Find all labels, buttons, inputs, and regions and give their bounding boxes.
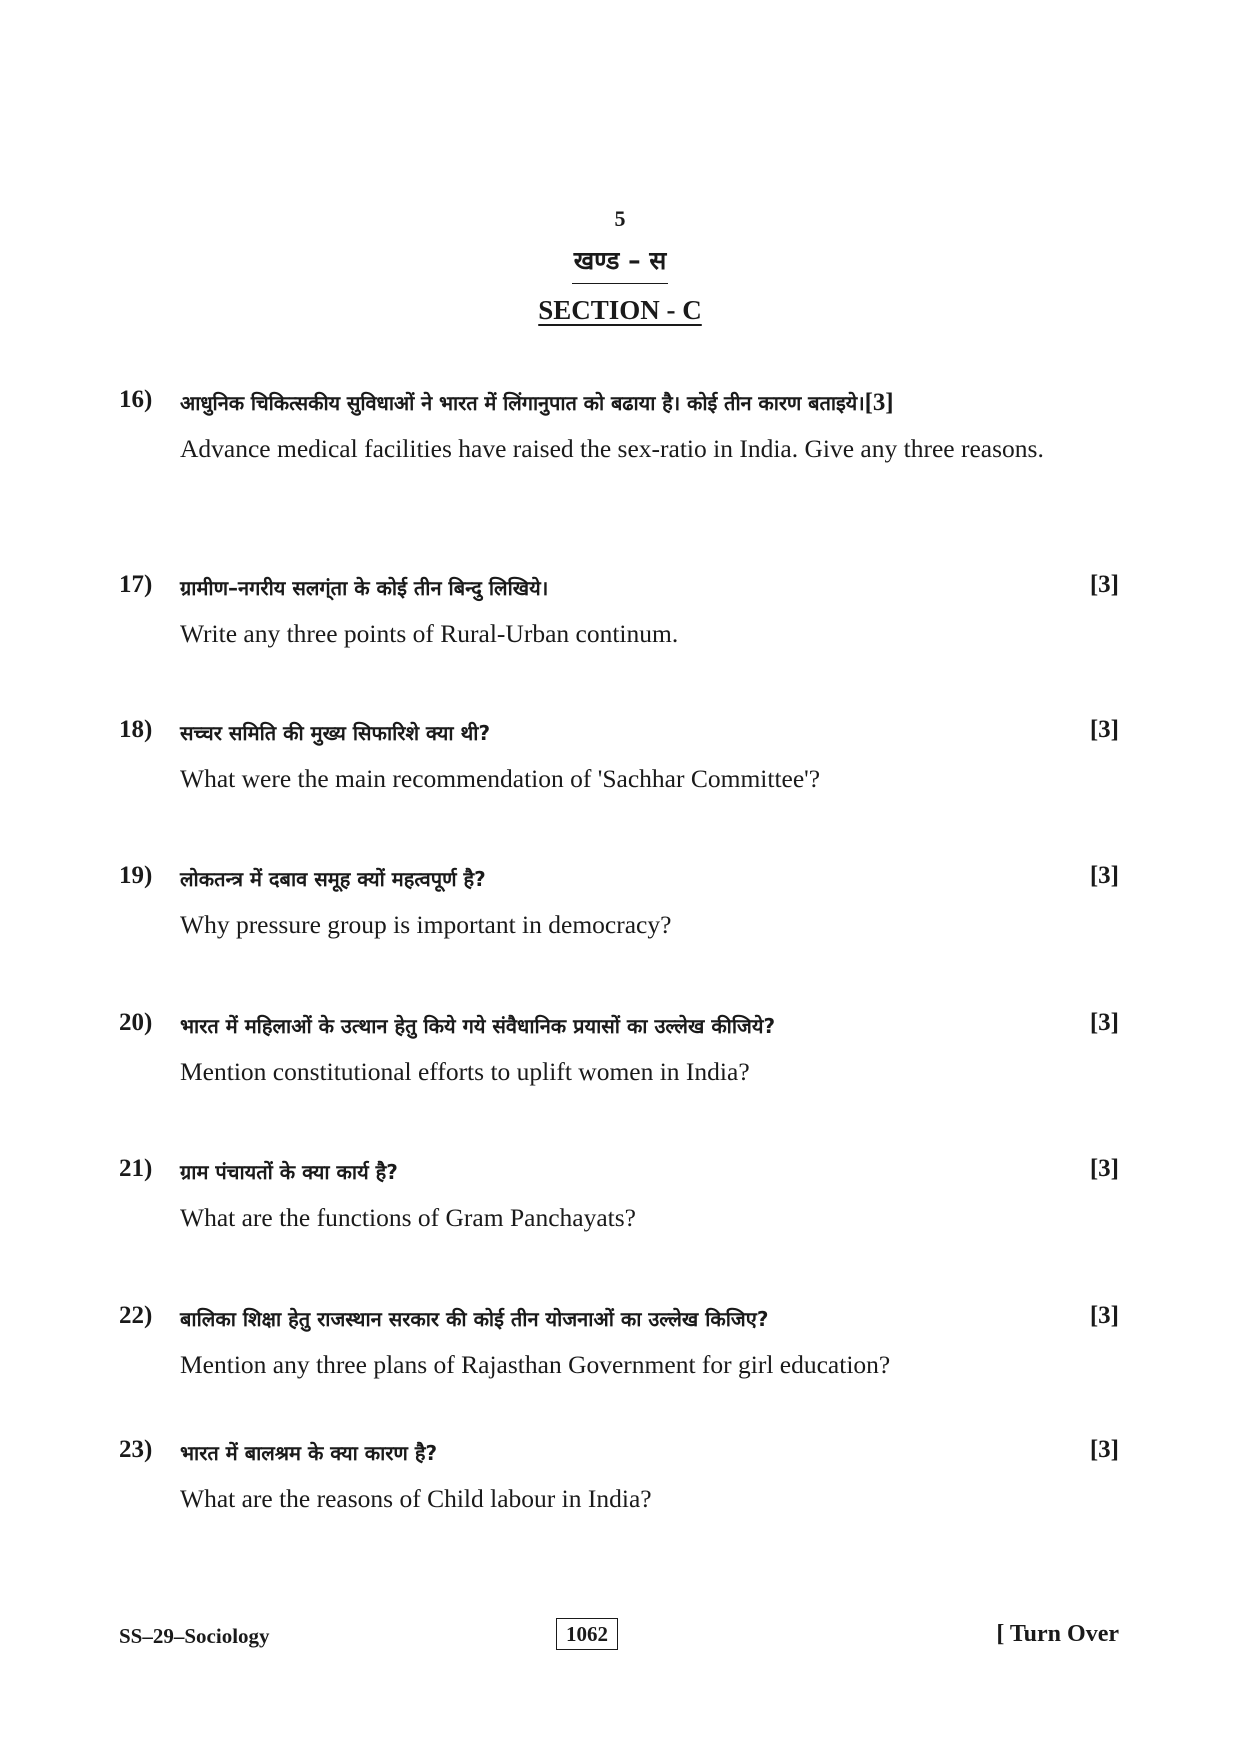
question-header	[119, 571, 1119, 605]
section-heading-english-text: SECTION - C	[538, 295, 702, 325]
question-text-english: Mention constitutional efforts to uplift women in India?	[180, 1057, 750, 1086]
question-text-english: Write any three points of Rural-Urban continum.	[180, 619, 679, 648]
question-number: 22)	[119, 1302, 153, 1329]
question-marks: [3]	[1089, 862, 1119, 889]
question-text-english: Why pressure group is important in democracy?	[180, 910, 672, 939]
question-marks: [3]	[1089, 1155, 1119, 1182]
question-text-hindi: ग्रामीण–नगरीय सलग्ंता के कोई तीन बिन्दु लिखिये।	[180, 576, 549, 600]
question-header	[119, 862, 1119, 896]
page-footer	[119, 1616, 1119, 1656]
question-header	[119, 1155, 1119, 1189]
question-header	[119, 716, 1119, 750]
turn-over-label: [ Turn Over	[996, 1621, 1119, 1647]
question-number: 16)	[119, 386, 153, 413]
question-header	[119, 1009, 1119, 1043]
question-text-hindi: ग्राम पंचायतों के क्या कार्य है?	[180, 1160, 398, 1184]
question-number: 17)	[119, 571, 153, 598]
question-text-hindi: बालिका शिक्षा हेतु राजस्थान सरकार की कोई तीन योजनाओं का उल्लेख किजिए?	[180, 1307, 769, 1331]
question-number: 23)	[119, 1436, 153, 1463]
question-17	[119, 571, 1119, 653]
section-heading-hindi-text: खण्ड – स	[572, 243, 669, 284]
question-text-english: Mention any three plans of Rajasthan Government for girl education?	[180, 1350, 891, 1379]
question-text-hindi: भारत में बालश्रम के क्या कारण है?	[180, 1441, 438, 1465]
question-number: 19)	[119, 862, 153, 889]
question-18	[119, 716, 1119, 798]
question-20	[119, 1009, 1119, 1091]
question-number: 21)	[119, 1155, 153, 1182]
question-marks: [3]	[1089, 716, 1119, 743]
question-text-hindi	[180, 389, 894, 417]
section-heading-hindi	[0, 243, 1240, 284]
question-number: 18)	[119, 716, 153, 743]
question-text-english: What were the main recommendation of 'Sachhar Committee'?	[180, 764, 821, 793]
question-16	[119, 386, 1119, 468]
question-19	[119, 862, 1119, 944]
question-marks: [3]	[1089, 1009, 1119, 1036]
question-marks: [3]	[864, 389, 894, 416]
question-marks: [3]	[1089, 1302, 1119, 1329]
question-23	[119, 1436, 1119, 1518]
question-header	[119, 386, 1119, 420]
question-header	[119, 1436, 1119, 1470]
question-text-english: What are the reasons of Child labour in India?	[180, 1484, 652, 1513]
question-marks: [3]	[1089, 1436, 1119, 1463]
page-number: 5	[614, 206, 626, 231]
question-text-hindi: भारत में महिलाओं के उत्थान हेतु किये गये संवैधानिक प्रयासों का उल्लेख कीजिये?	[180, 1014, 776, 1038]
question-text-english: What are the functions of Gram Panchayats?	[180, 1203, 636, 1232]
question-number: 20)	[119, 1009, 153, 1036]
question-22	[119, 1302, 1119, 1384]
question-text-english: Advance medical facilities have raised the sex-ratio in India. Give any three reasons.	[180, 434, 1044, 463]
question-21	[119, 1155, 1119, 1237]
question-text-hindi-content: आधुनिक चिकित्सकीय सुविधाओं ने भारत में लिंगानुपात को बढाया है। कोई तीन कारण बताइये।	[180, 391, 865, 415]
page-code-box: 1062	[556, 1618, 618, 1650]
question-header	[119, 1302, 1119, 1336]
paper-code: SS–29–Sociology	[119, 1624, 270, 1648]
question-marks: [3]	[1089, 571, 1119, 598]
question-text-hindi: लोकतन्त्र में दबाव समूह क्यों महत्वपूर्ण है?	[180, 867, 486, 891]
question-text-hindi: सच्चर समिति की मुख्य सिफारिशे क्या थी?	[180, 721, 491, 745]
section-heading-english	[0, 295, 1240, 326]
